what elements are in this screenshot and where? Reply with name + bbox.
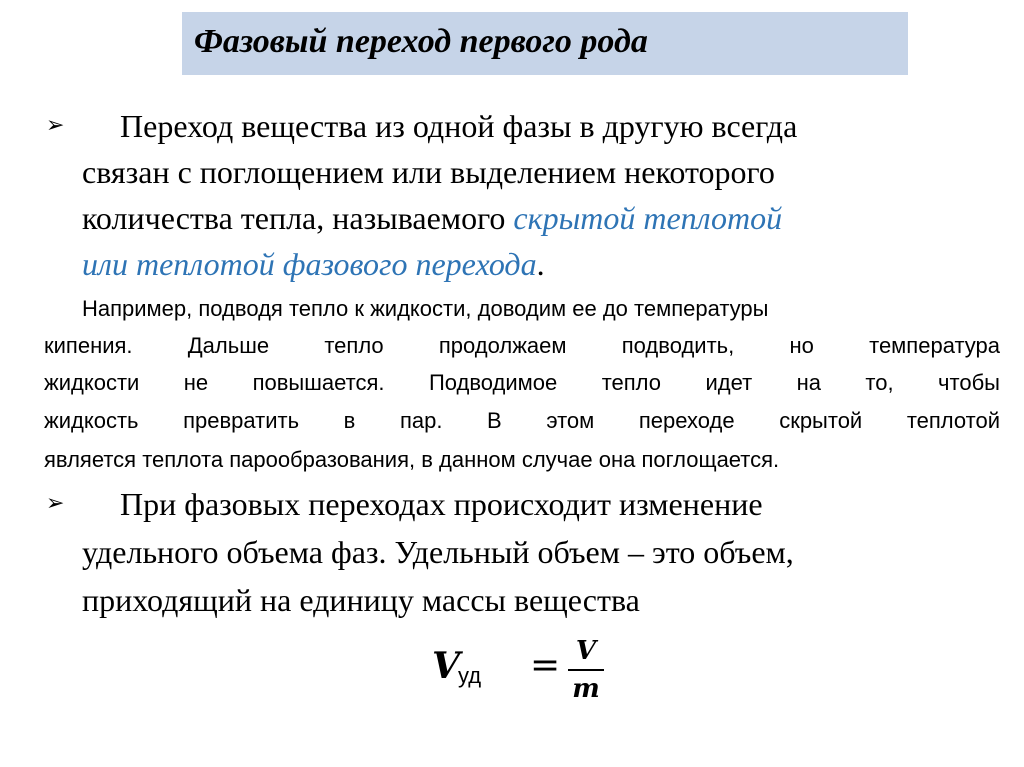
bullet2-line3: приходящий на единицу массы вещества (82, 582, 640, 618)
paragraph-line3: жидкости не повышается. Подводимое тепло идет на то, чтобы (44, 370, 1000, 395)
formula-fraction-bar (568, 669, 604, 671)
bullet2-line1: При фазовых переходах происходит изменение (120, 486, 763, 522)
paragraph-line5: является теплота парообразования, в данном случае она поглощается. (44, 447, 780, 472)
bullet1-line1: Переход вещества из одной фазы в другую всегда (120, 108, 798, 144)
arrow-bullet-icon: ➢ (46, 491, 65, 516)
title-banner (182, 12, 908, 75)
paragraph-line2: кипения. Дальше тепло продолжаем подводить, но температура (44, 333, 1000, 358)
formula-subscript: уд (458, 663, 482, 688)
bullet1-line3 (82, 198, 782, 238)
bullet1-line4-end: . (536, 246, 545, 282)
bullet2-line2: удельного объема фаз. Удельный объем – это объем, (82, 534, 794, 570)
specific-volume-formula (432, 636, 622, 710)
bullet1-line3-plain: количества тепла, называемого (82, 200, 514, 236)
highlight-phase-transition-heat: или теплотой фазового перехода (82, 246, 537, 282)
paragraph-line4: жидкость превратить в пар. В этом переходе скрытой теплотой (44, 408, 1000, 433)
bullet1-line4 (82, 244, 545, 284)
formula-equals: = (530, 645, 561, 686)
formula-numerator: V (575, 636, 597, 666)
bullet1-line2: связан с поглощением или выделением некоторого (82, 154, 775, 190)
highlight-latent-heat: скрытой теплотой (513, 200, 783, 236)
slide-title: Фазовый переход первого рода (194, 23, 648, 60)
formula-variable: V (432, 645, 460, 687)
arrow-bullet-icon: ➢ (46, 113, 65, 138)
paragraph-line1: Например, подводя тепло к жидкости, доводим ее до температуры (82, 296, 769, 321)
formula-denominator: m (572, 674, 600, 704)
